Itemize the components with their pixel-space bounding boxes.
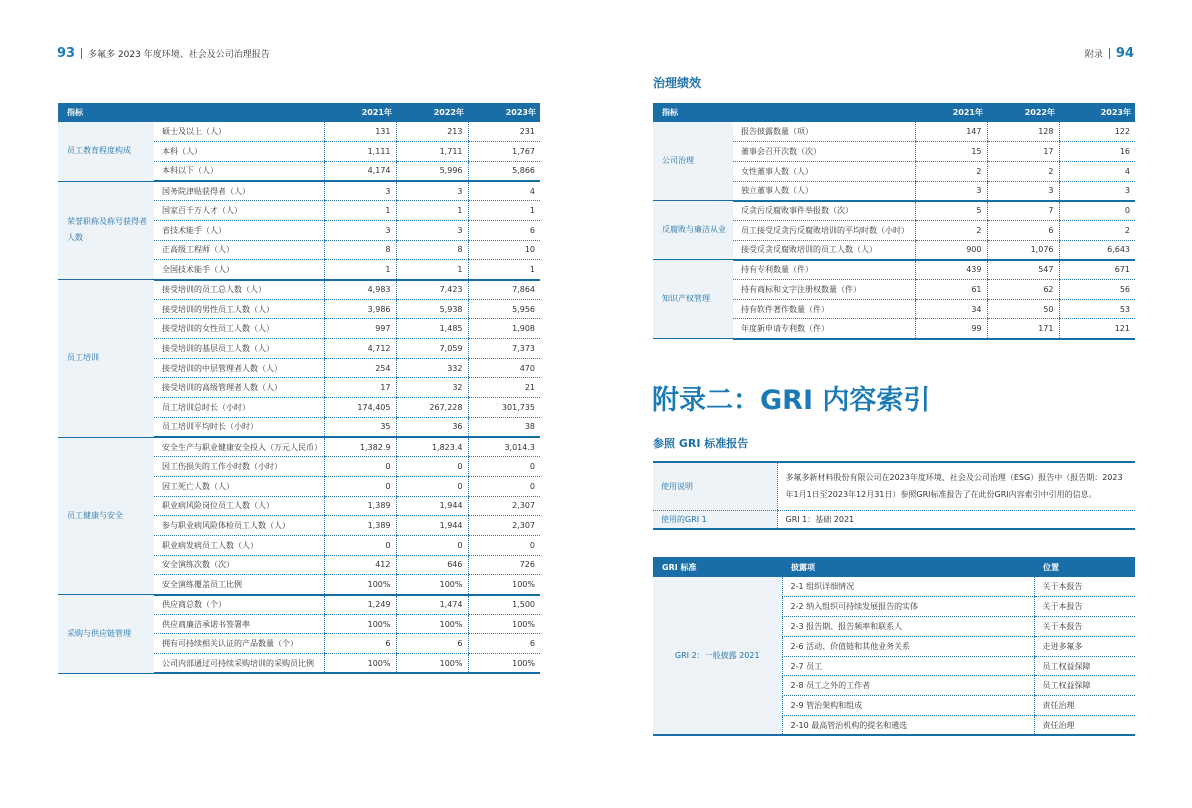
indicator-cell: 接受培训的基层员工人数（人） [154, 339, 324, 359]
value-cell-2021: 5 [915, 201, 987, 221]
col-2022: 2022年 [987, 103, 1059, 122]
value-cell-2021: 4,712 [324, 339, 396, 359]
category-cell: 员工教育程度构成 [58, 122, 154, 181]
category-cell: 公司治理 [653, 122, 733, 201]
col-2023: 2023年 [1059, 103, 1135, 122]
value-cell-2023: 0 [1059, 201, 1135, 221]
table-header-row [58, 103, 540, 122]
indicator-cell: 接受反贪反腐败培训的员工人数（人） [733, 240, 915, 260]
indicator-cell: 员工培训平均时长（小时） [154, 417, 324, 437]
indicator-cell: 安全演练次数（次） [154, 555, 324, 575]
value-cell-2023: 1 [468, 260, 540, 280]
value-cell-2022: 7,059 [396, 339, 468, 359]
indicator-cell: 供应商廉洁承诺书签署率 [154, 614, 324, 634]
category-cell: 反腐败与廉洁从业 [653, 201, 733, 260]
value-cell-2023: 470 [468, 358, 540, 378]
indicator-cell: 国务院津贴获得者（人） [154, 181, 324, 201]
usage-text: 多氟多新材料股份有限公司在2023年度环境、社会及公司治理（ESG）报告中（报告期：2023年1月1日至2023年12月31日）参照GRI标准报告了在此份GRI内容索引中引用的信息。 [777, 462, 1135, 510]
indicator-cell: 职业病风险岗位员工人数（人） [154, 496, 324, 516]
value-cell-2023: 6,643 [1059, 240, 1135, 260]
col-2021: 2021年 [915, 103, 987, 122]
indicator-cell: 员工培训总时长（小时） [154, 398, 324, 418]
value-cell-2021: 997 [324, 319, 396, 339]
indicator-cell: 董事会召开次数（次） [733, 142, 915, 162]
indicator-cell: 持有软件著作数量（件） [733, 299, 915, 319]
value-cell-2022: 36 [396, 417, 468, 437]
value-cell-2023: 6 [468, 220, 540, 240]
table-row [58, 181, 540, 201]
value-cell-2021: 900 [915, 240, 987, 260]
appendix-label: 附录 [1084, 50, 1103, 60]
value-cell-2022: 1,485 [396, 319, 468, 339]
indicator-cell: 女性董事人数（人） [733, 161, 915, 181]
indicator-cell: 接受培训的女性员工人数（人） [154, 319, 324, 339]
value-cell-2022: 1,944 [396, 496, 468, 516]
table-row [58, 280, 540, 300]
table-header-row [653, 557, 1135, 577]
gri-used-row [653, 510, 1135, 529]
right-page-header [1085, 46, 1134, 61]
value-cell-2023: 7,864 [468, 280, 540, 300]
value-cell-2023: 1,500 [468, 595, 540, 615]
value-cell-2023: 53 [1059, 299, 1135, 319]
value-cell-2021: 1 [324, 260, 396, 280]
value-cell-2023: 16 [1059, 142, 1135, 162]
indicator-cell: 全国技术能手（人） [154, 260, 324, 280]
value-cell-2021: 99 [915, 319, 987, 339]
value-cell-2023: 10 [468, 240, 540, 260]
col-indicator: 指标 [58, 103, 324, 122]
value-cell-2023: 56 [1059, 280, 1135, 300]
indicator-cell: 国家百千万人才（人） [154, 201, 324, 221]
value-cell-2023: 4 [468, 181, 540, 201]
usage-row [653, 462, 1135, 510]
table-row [653, 260, 1135, 280]
disclosure-cell: 2-3 报告期、报告频率和联系人 [782, 617, 1034, 637]
value-cell-2021: 4,174 [324, 161, 396, 181]
value-cell-2021: 100% [324, 614, 396, 634]
value-cell-2022: 0 [396, 535, 468, 555]
value-cell-2022: 100% [396, 614, 468, 634]
value-cell-2022: 332 [396, 358, 468, 378]
table-row [58, 595, 540, 615]
indicator-cell: 安全演练覆盖员工比例 [154, 575, 324, 595]
value-cell-2023: 3 [1059, 181, 1135, 201]
value-cell-2022: 7,423 [396, 280, 468, 300]
value-cell-2022: 0 [396, 457, 468, 477]
value-cell-2022: 213 [396, 122, 468, 142]
appendix-subtitle: 参照 GRI 标准报告 [653, 437, 749, 450]
indicator-cell: 供应商总数（个） [154, 595, 324, 615]
value-cell-2021: 3,986 [324, 299, 396, 319]
value-cell-2021: 439 [915, 260, 987, 280]
location-cell: 员工权益保障 [1034, 676, 1135, 696]
table-header-row [653, 103, 1135, 122]
value-cell-2021: 0 [324, 535, 396, 555]
indicator-cell: 持有专利数量（件） [733, 260, 915, 280]
value-cell-2023: 6 [468, 634, 540, 654]
value-cell-2022: 2 [987, 161, 1059, 181]
value-cell-2023: 100% [468, 614, 540, 634]
col-disclosure: 披露项 [782, 557, 1034, 577]
value-cell-2022: 62 [987, 280, 1059, 300]
indicator-cell: 参与职业病风险体检员工人数（人） [154, 516, 324, 536]
location-cell: 走进多氟多 [1034, 636, 1135, 656]
value-cell-2022: 0 [396, 476, 468, 496]
header-divider [81, 48, 82, 59]
value-cell-2022: 8 [396, 240, 468, 260]
left-page-header [57, 46, 270, 61]
value-cell-2023: 21 [468, 378, 540, 398]
indicator-cell: 年度新申请专利数（件） [733, 319, 915, 339]
value-cell-2022: 50 [987, 299, 1059, 319]
report-title: 多氟多 2023 年度环境、社会及公司治理报告 [88, 50, 270, 60]
indicator-cell: 本科（人） [154, 142, 324, 162]
value-cell-2022: 6 [987, 220, 1059, 240]
value-cell-2021: 147 [915, 122, 987, 142]
value-cell-2023: 7,373 [468, 339, 540, 359]
value-cell-2023: 0 [468, 457, 540, 477]
value-cell-2021: 2 [915, 220, 987, 240]
location-cell: 关于本报告 [1034, 617, 1135, 637]
value-cell-2023: 2,307 [468, 496, 540, 516]
value-cell-2023: 5,956 [468, 299, 540, 319]
governance-indicators-table [653, 103, 1135, 340]
indicator-cell: 公司内部通过可持续采购培训的采购员比例 [154, 654, 324, 674]
value-cell-2023: 671 [1059, 260, 1135, 280]
value-cell-2021: 0 [324, 476, 396, 496]
gri-index-table [653, 557, 1135, 736]
value-cell-2023: 1,908 [468, 319, 540, 339]
table-row [58, 437, 540, 457]
usage-label: 使用说明 [653, 462, 777, 510]
disclosure-cell: 2-8 员工之外的工作者 [782, 676, 1034, 696]
appendix-title: 附录二：GRI 内容索引 [652, 385, 931, 416]
value-cell-2021: 1,382.9 [324, 437, 396, 457]
employee-indicators-table [58, 103, 540, 674]
category-cell: 采购与供应链管理 [58, 595, 154, 674]
value-cell-2022: 32 [396, 378, 468, 398]
indicator-cell: 正高级工程师（人） [154, 240, 324, 260]
value-cell-2021: 1,249 [324, 595, 396, 615]
value-cell-2022: 3 [987, 181, 1059, 201]
value-cell-2023: 0 [468, 476, 540, 496]
value-cell-2021: 3 [324, 220, 396, 240]
value-cell-2021: 254 [324, 358, 396, 378]
category-cell: 员工培训 [58, 280, 154, 438]
value-cell-2021: 1,389 [324, 496, 396, 516]
disclosure-cell: 2-10 最高管治机构的提名和遴选 [782, 716, 1034, 736]
value-cell-2022: 547 [987, 260, 1059, 280]
indicator-cell: 省技术能手（人） [154, 220, 324, 240]
indicator-cell: 独立董事人数（人） [733, 181, 915, 201]
indicator-cell: 因工死亡人数（人） [154, 476, 324, 496]
col-indicator: 指标 [653, 103, 915, 122]
value-cell-2021: 1 [324, 201, 396, 221]
location-cell: 关于本报告 [1034, 597, 1135, 617]
value-cell-2021: 4,983 [324, 280, 396, 300]
value-cell-2021: 1,389 [324, 516, 396, 536]
governance-section-title: 治理绩效 [653, 76, 702, 90]
value-cell-2022: 1,711 [396, 142, 468, 162]
col-gri-standard: GRI 标准 [653, 557, 782, 577]
value-cell-2023: 3,014.3 [468, 437, 540, 457]
value-cell-2021: 3 [324, 181, 396, 201]
indicator-cell: 报告披露数量（项） [733, 122, 915, 142]
indicator-cell: 接受培训的员工总人数（人） [154, 280, 324, 300]
value-cell-2021: 3 [915, 181, 987, 201]
value-cell-2022: 5,938 [396, 299, 468, 319]
value-cell-2021: 1,111 [324, 142, 396, 162]
gri-reference-table [653, 461, 1135, 530]
value-cell-2022: 100% [396, 654, 468, 674]
value-cell-2021: 100% [324, 654, 396, 674]
col-2022: 2022年 [396, 103, 468, 122]
table-row [653, 122, 1135, 142]
value-cell-2021: 174,405 [324, 398, 396, 418]
value-cell-2023: 1 [468, 201, 540, 221]
gri-standard-cell: GRI 2：一般披露 2021 [653, 577, 782, 735]
header-divider [1109, 48, 1110, 59]
value-cell-2021: 35 [324, 417, 396, 437]
disclosure-cell: 2-7 员工 [782, 656, 1034, 676]
value-cell-2021: 15 [915, 142, 987, 162]
value-cell-2022: 1 [396, 201, 468, 221]
value-cell-2022: 128 [987, 122, 1059, 142]
value-cell-2021: 131 [324, 122, 396, 142]
value-cell-2023: 2 [1059, 220, 1135, 240]
disclosure-cell: 2-6 活动、价值链和其他业务关系 [782, 636, 1034, 656]
value-cell-2022: 100% [396, 575, 468, 595]
indicator-cell: 员工接受反贪污反腐败培训的平均时数（小时） [733, 220, 915, 240]
value-cell-2023: 121 [1059, 319, 1135, 339]
value-cell-2023: 5,866 [468, 161, 540, 181]
disclosure-cell: 2-1 组织详细情况 [782, 577, 1034, 597]
location-cell: 责任治理 [1034, 716, 1135, 736]
value-cell-2023: 100% [468, 654, 540, 674]
indicator-cell: 职业病发病员工人数（人） [154, 535, 324, 555]
value-cell-2023: 231 [468, 122, 540, 142]
indicator-cell: 接受培训的高级管理者人数（人） [154, 378, 324, 398]
value-cell-2021: 6 [324, 634, 396, 654]
indicator-cell: 接受培训的男性员工人数（人） [154, 299, 324, 319]
value-cell-2021: 2 [915, 161, 987, 181]
value-cell-2022: 267,228 [396, 398, 468, 418]
value-cell-2022: 1,474 [396, 595, 468, 615]
category-cell: 荣誉职称及称号获得者人数 [58, 181, 154, 279]
value-cell-2021: 412 [324, 555, 396, 575]
value-cell-2022: 3 [396, 220, 468, 240]
location-cell: 关于本报告 [1034, 577, 1135, 597]
value-cell-2022: 7 [987, 201, 1059, 221]
disclosure-cell: 2-2 纳入组织可持续发展报告的实体 [782, 597, 1034, 617]
col-2021: 2021年 [324, 103, 396, 122]
value-cell-2023: 122 [1059, 122, 1135, 142]
value-cell-2022: 1,944 [396, 516, 468, 536]
indicator-cell: 持有商标和文字注册权数量（件） [733, 280, 915, 300]
value-cell-2021: 17 [324, 378, 396, 398]
value-cell-2022: 646 [396, 555, 468, 575]
indicator-cell: 硕士及以上（人） [154, 122, 324, 142]
category-cell: 知识产权管理 [653, 260, 733, 339]
table-row [653, 577, 1135, 597]
disclosure-cell: 2-9 管治架构和组成 [782, 696, 1034, 716]
value-cell-2021: 8 [324, 240, 396, 260]
value-cell-2022: 1,076 [987, 240, 1059, 260]
value-cell-2023: 4 [1059, 161, 1135, 181]
table-row [58, 122, 540, 142]
gri-used-value: GRI 1：基础 2021 [777, 510, 1135, 529]
value-cell-2021: 34 [915, 299, 987, 319]
value-cell-2022: 3 [396, 181, 468, 201]
value-cell-2022: 171 [987, 319, 1059, 339]
location-cell: 责任治理 [1034, 696, 1135, 716]
value-cell-2023: 100% [468, 575, 540, 595]
category-cell: 员工健康与安全 [58, 437, 154, 595]
value-cell-2023: 2,307 [468, 516, 540, 536]
indicator-cell: 本科以下（人） [154, 161, 324, 181]
indicator-cell: 反贪污反腐败事件举报数（次） [733, 201, 915, 221]
location-cell: 员工权益保障 [1034, 656, 1135, 676]
indicator-cell: 安全生产与职业健康安全投入（万元人民币） [154, 437, 324, 457]
value-cell-2022: 1 [396, 260, 468, 280]
value-cell-2023: 38 [468, 417, 540, 437]
value-cell-2022: 5,996 [396, 161, 468, 181]
value-cell-2023: 726 [468, 555, 540, 575]
col-location: 位置 [1034, 557, 1135, 577]
indicator-cell: 拥有可持续相关认证的产品数量（个） [154, 634, 324, 654]
value-cell-2021: 61 [915, 280, 987, 300]
left-page-number: 93 [57, 46, 76, 61]
value-cell-2021: 0 [324, 457, 396, 477]
value-cell-2022: 6 [396, 634, 468, 654]
col-2023: 2023年 [468, 103, 540, 122]
value-cell-2023: 0 [468, 535, 540, 555]
indicator-cell: 因工伤损失的工作小时数（小时） [154, 457, 324, 477]
value-cell-2022: 17 [987, 142, 1059, 162]
table-row [653, 201, 1135, 221]
value-cell-2022: 1,823.4 [396, 437, 468, 457]
value-cell-2023: 1,767 [468, 142, 540, 162]
right-page-number: 94 [1115, 46, 1134, 61]
indicator-cell: 接受培训的中层管理者人数（人） [154, 358, 324, 378]
value-cell-2021: 100% [324, 575, 396, 595]
gri-used-label: 使用的GRI 1 [653, 510, 777, 529]
value-cell-2023: 301,735 [468, 398, 540, 418]
